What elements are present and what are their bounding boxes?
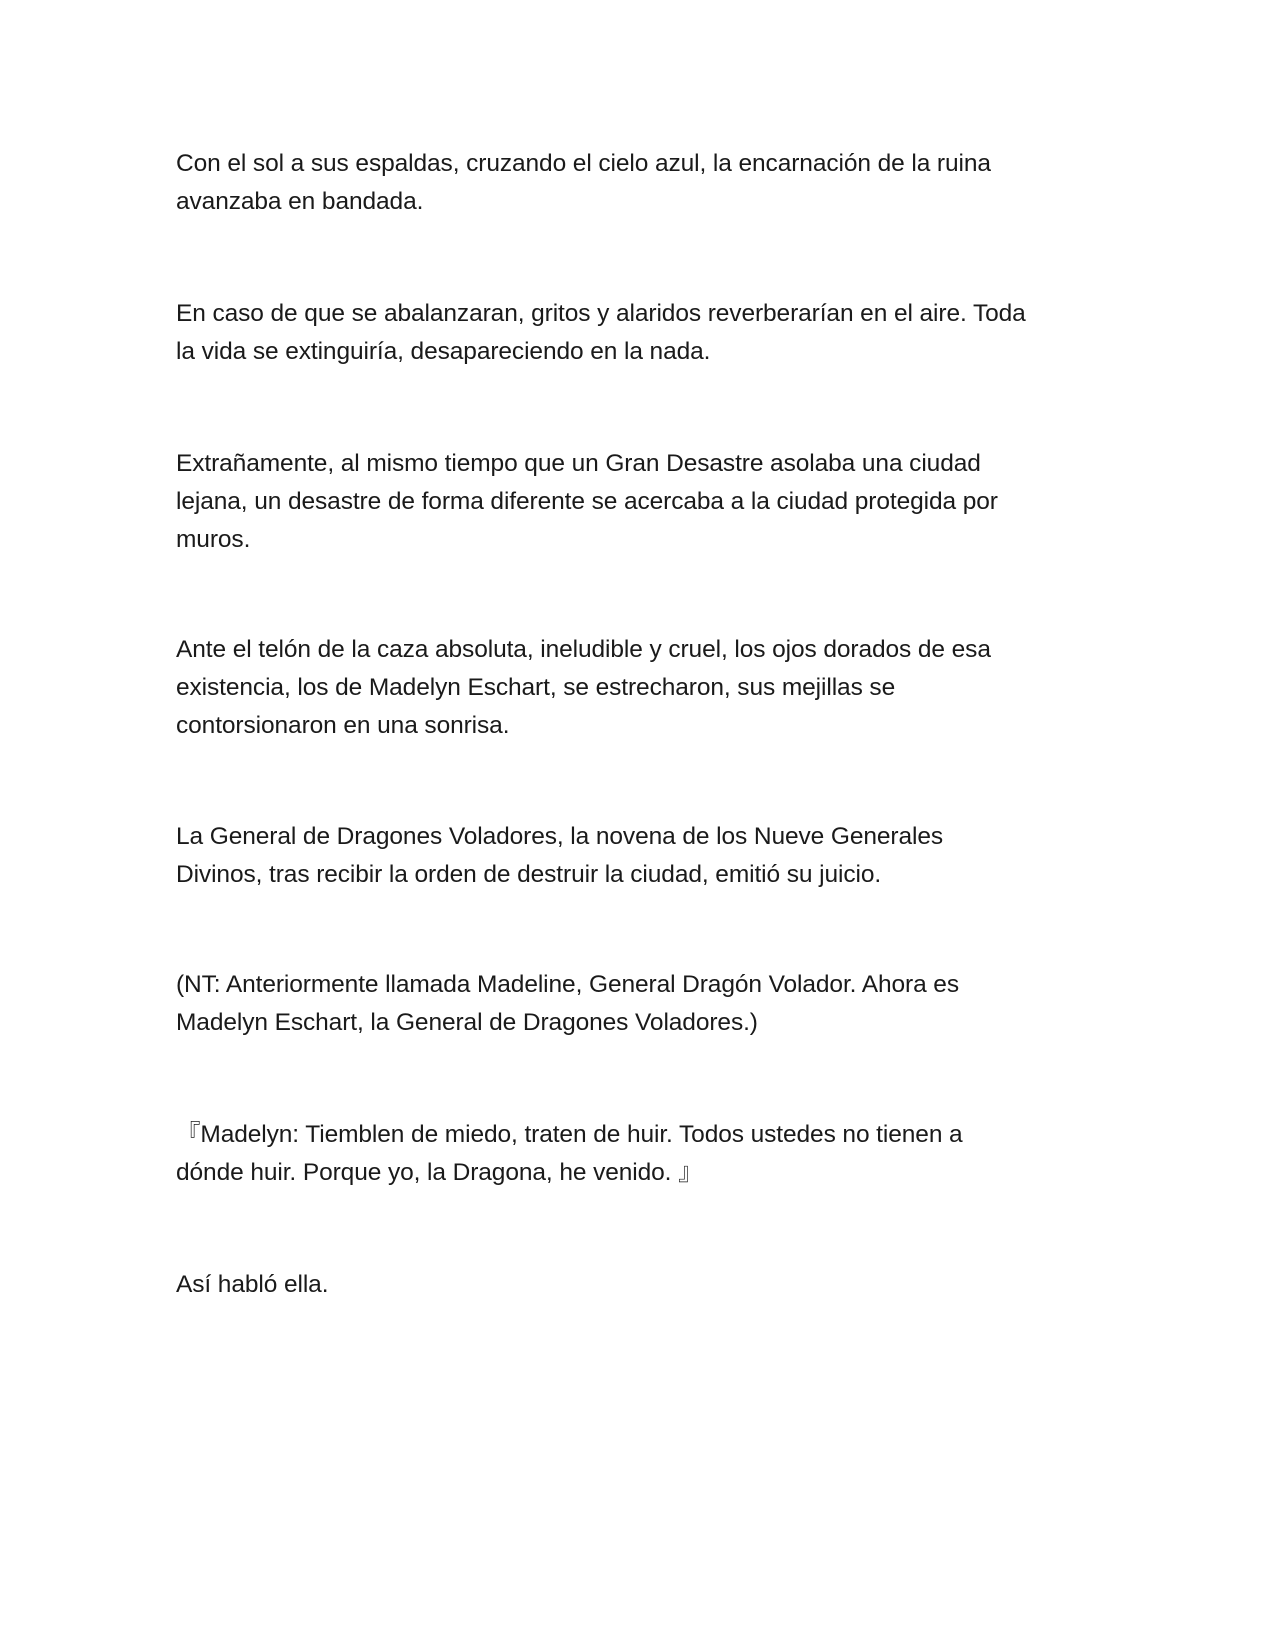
- paragraph-line: Extrañamente, al mismo tiempo que un Gran Desastre asolaba una ciudad: [176, 450, 981, 477]
- paragraph-1: [176, 145, 1116, 221]
- dialogue-quote: [176, 1116, 1116, 1192]
- paragraph-line: 『Madelyn: Tiemblen de miedo, traten de huir. Todos ustedes no tienen a: [176, 1121, 963, 1148]
- translator-note: [176, 966, 1116, 1042]
- paragraph-line: avanzaba en bandada.: [176, 188, 424, 215]
- paragraph-line: existencia, los de Madelyn Eschart, se estrecharon, sus mejillas se: [176, 674, 896, 701]
- paragraph-line: Madelyn Eschart, la General de Dragones Voladores.): [176, 1009, 758, 1036]
- paragraph-4: [176, 631, 1116, 745]
- paragraph-line: La General de Dragones Voladores, la novena de los Nueve Generales: [176, 823, 944, 850]
- paragraph-line: muros.: [176, 526, 251, 553]
- paragraph-3: [176, 445, 1116, 559]
- paragraph-line: En caso de que se abalanzaran, gritos y alaridos reverberarían en el aire. Toda: [176, 300, 1026, 327]
- paragraph-line: (NT: Anteriormente llamada Madeline, General Dragón Volador. Ahora es: [176, 971, 959, 998]
- paragraph-2: [176, 295, 1116, 371]
- paragraph-5: [176, 818, 1116, 894]
- paragraph-line: lejana, un desastre de forma diferente se acercaba a la ciudad protegida por: [176, 488, 998, 515]
- paragraph-line: Con el sol a sus espaldas, cruzando el cielo azul, la encarnación de la ruina: [176, 150, 991, 177]
- paragraph-line: la vida se extinguiría, desapareciendo en la nada.: [176, 338, 711, 365]
- paragraph-line: Divinos, tras recibir la orden de destruir la ciudad, emitió su juicio.: [176, 861, 882, 888]
- paragraph-line: Así habló ella.: [176, 1271, 329, 1298]
- paragraph-8: [176, 1266, 1116, 1304]
- paragraph-line: dónde huir. Porque yo, la Dragona, he venido. 』: [176, 1159, 703, 1186]
- paragraph-line: Ante el telón de la caza absoluta, ineludible y cruel, los ojos dorados de esa: [176, 636, 991, 663]
- paragraph-line: contorsionaron en una sonrisa.: [176, 712, 510, 739]
